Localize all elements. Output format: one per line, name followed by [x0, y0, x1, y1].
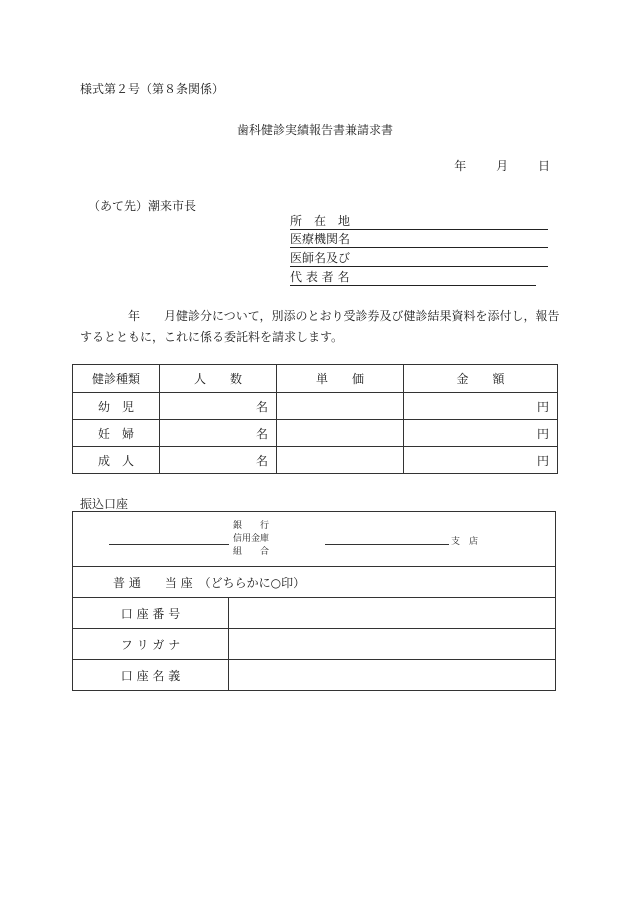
request-paragraph: 年 月健診分について，別添のとおり受診券及び健診結果資料を添付し，報告するとともに，これに係る委託料を請求します。	[80, 309, 560, 344]
form-number: 様式第２号（第８条関係）	[80, 82, 225, 96]
amount-cell[interactable]: 円	[404, 420, 558, 447]
branch-name-field[interactable]	[325, 544, 449, 545]
clinic-name-label: 医療機関名	[290, 232, 351, 246]
address-field[interactable]	[290, 214, 548, 230]
exam-type-cell: 幼 児	[73, 393, 160, 420]
furigana-field[interactable]	[229, 629, 556, 660]
date-year-label: 年	[454, 159, 467, 173]
account-type-row[interactable]: 普 通 当 座 （どちらかに○印）	[73, 567, 556, 598]
bank-type-bank: 銀 行	[233, 521, 270, 531]
date-day-label: 日	[537, 159, 550, 173]
amount-cell[interactable]: 円	[404, 393, 558, 420]
addressee: （あて先）潮来市長	[88, 199, 197, 213]
representative-label: 代 表 者 名	[290, 270, 350, 284]
table-row	[73, 447, 558, 474]
fee-table-header	[73, 365, 558, 393]
unit-price-cell[interactable]	[277, 393, 404, 420]
header-exam-type: 健診種類	[73, 365, 160, 393]
doctor-name-label: 医師名及び	[290, 251, 351, 265]
account-holder-field[interactable]	[229, 660, 556, 691]
header-unit-price: 単 価	[277, 365, 404, 393]
transfer-account-label: 振込口座	[80, 497, 129, 511]
table-row	[73, 393, 558, 420]
bank-type-credit-union: 信用金庫	[233, 534, 270, 544]
account-number-label: 口 座 番 号	[73, 598, 229, 629]
count-cell[interactable]: 名	[160, 393, 277, 420]
bank-name-row	[73, 512, 556, 567]
bank-type-options	[233, 520, 269, 559]
doctor-name-field[interactable]	[290, 251, 548, 267]
address-label: 所 在 地	[290, 214, 351, 228]
header-count: 人 数	[160, 365, 277, 393]
bank-account-table	[72, 511, 556, 691]
amount-cell[interactable]: 円	[404, 447, 558, 474]
exam-type-cell: 成 人	[73, 447, 160, 474]
date-month-label: 月	[496, 159, 509, 173]
clinic-name-field[interactable]	[290, 232, 548, 248]
account-holder-label: 口 座 名 義	[73, 660, 229, 691]
representative-field[interactable]	[290, 270, 536, 286]
bank-type-cooperative: 組 合	[233, 547, 270, 557]
unit-price-cell[interactable]	[277, 447, 404, 474]
table-row	[73, 420, 558, 447]
furigana-label: フ リ ガ ナ	[73, 629, 229, 660]
bank-name-field[interactable]	[109, 544, 229, 545]
fee-table	[72, 364, 558, 474]
document-title: 歯科健診実績報告書兼請求書	[236, 123, 393, 137]
count-cell[interactable]: 名	[160, 447, 277, 474]
exam-type-cell: 妊 婦	[73, 420, 160, 447]
date-line	[454, 157, 550, 174]
header-amount: 金 額	[404, 365, 558, 393]
account-number-field[interactable]	[229, 598, 556, 629]
count-cell[interactable]: 名	[160, 420, 277, 447]
unit-price-cell[interactable]	[277, 420, 404, 447]
branch-label: 支 店	[451, 537, 479, 547]
